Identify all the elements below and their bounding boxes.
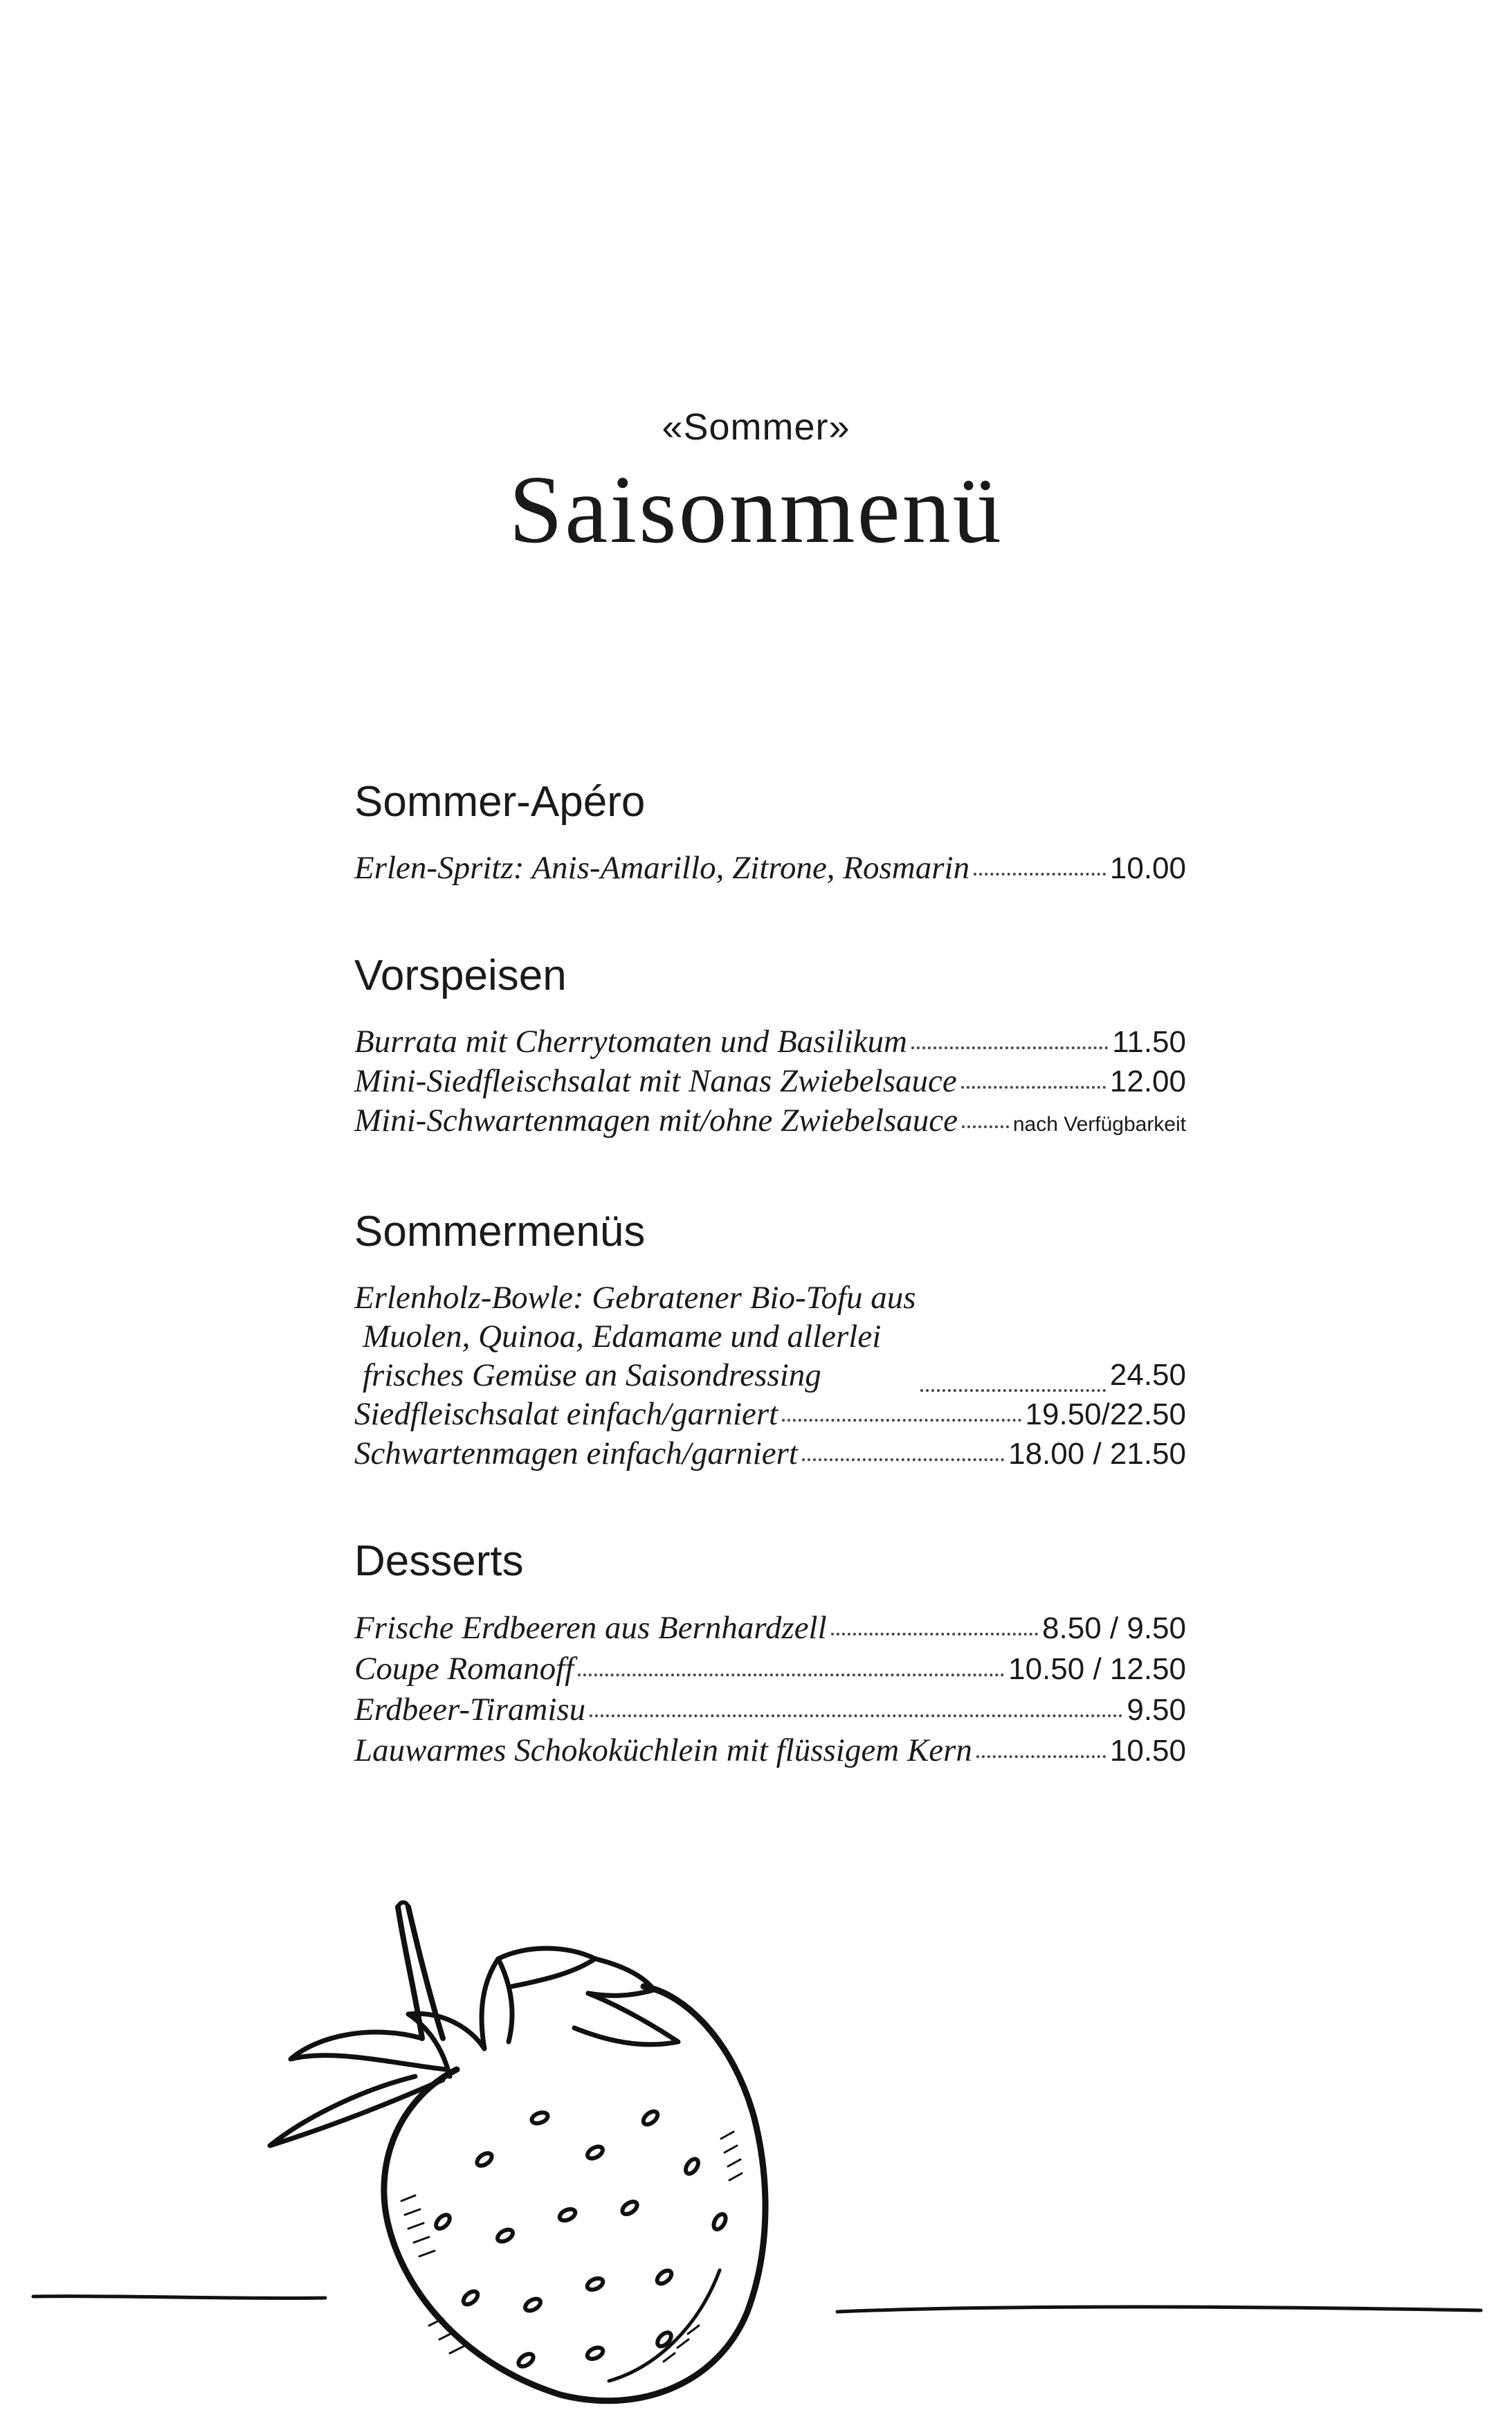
section-desserts — [354, 1537, 1186, 1771]
item-name: Schwartenmagen einfach/garniert — [354, 1435, 798, 1471]
menu-item — [354, 1101, 1186, 1144]
item-name — [354, 1278, 916, 1395]
item-price: 10.50 / 12.50 — [1008, 1652, 1186, 1686]
item-name: Erlen-Spritz: Anis-Amarillo, Zitrone, Rosmarin — [354, 850, 970, 886]
menu-item — [354, 1689, 1186, 1730]
item-price: nach Verfügbarkeit — [1012, 1113, 1186, 1136]
menu-item — [354, 849, 1186, 888]
dot-leader — [920, 1389, 1106, 1392]
item-price: 19.50/22.50 — [1025, 1397, 1186, 1431]
item-name: Mini-Schwartenmagen mit/ohne Zwiebelsauce — [354, 1103, 958, 1139]
item-price: 12.00 — [1109, 1064, 1186, 1098]
dot-leader — [976, 1755, 1106, 1758]
menu-item — [354, 1649, 1186, 1689]
item-name-line: Erlenholz-Bowle: Gebratener Bio-Tofu aus — [354, 1280, 916, 1316]
item-price: 9.50 — [1127, 1693, 1186, 1727]
dot-leader — [782, 1419, 1021, 1422]
item-price: 11.50 — [1112, 1025, 1186, 1059]
dot-leader — [590, 1714, 1122, 1717]
strawberry-icon — [0, 1869, 1512, 2428]
menu-subtitle: «Sommer» — [662, 406, 850, 448]
section-title: Desserts — [354, 1537, 524, 1585]
menu-title: Saisonmenü — [509, 456, 1003, 563]
section-title: Sommer-Apéro — [354, 778, 646, 826]
menu-item — [354, 1278, 1186, 1395]
section-title: Sommermenüs — [354, 1208, 646, 1256]
dot-leader — [831, 1633, 1038, 1636]
menu-item — [354, 1022, 1186, 1062]
item-name-line: Muolen, Quinoa, Edamame und allerlei — [363, 1319, 882, 1355]
item-name: Mini-Siedfleischsalat mit Nanas Zwiebelsauce — [354, 1063, 957, 1099]
menu-item — [354, 1062, 1186, 1101]
menu-item — [354, 1608, 1186, 1649]
dot-leader — [961, 1086, 1106, 1089]
menu-item — [354, 1434, 1186, 1474]
item-price: 24.50 — [1109, 1358, 1186, 1392]
section-vorspeisen — [354, 954, 1186, 1144]
item-name: Coupe Romanoff — [354, 1651, 574, 1687]
menu-item — [354, 1730, 1186, 1771]
item-name: Siedfleischsalat einfach/garniert — [354, 1396, 778, 1432]
menu-item — [354, 1395, 1186, 1434]
item-price: 8.50 / 9.50 — [1042, 1611, 1186, 1645]
item-price: 10.50 — [1109, 1734, 1186, 1768]
menu-list — [354, 778, 1186, 1838]
item-name-line: frisches Gemüse an Saisondressing — [363, 1357, 821, 1393]
dot-leader — [802, 1458, 1004, 1461]
dot-leader — [974, 873, 1106, 876]
item-name: Lauwarmes Schokoküchlein mit flüssigem Kern — [354, 1732, 972, 1768]
item-name: Burrata mit Cherrytomaten und Basilikum — [354, 1024, 907, 1060]
dot-leader — [578, 1674, 1004, 1676]
dot-leader — [911, 1047, 1108, 1049]
section-title: Vorspeisen — [354, 952, 567, 999]
section-apero — [354, 778, 1186, 888]
item-name: Frische Erdbeeren aus Bernhardzell — [354, 1610, 827, 1646]
section-sommermenues — [354, 1208, 1186, 1474]
dot-leader — [962, 1125, 1009, 1128]
item-price: 18.00 / 21.50 — [1008, 1437, 1186, 1471]
item-price: 10.00 — [1109, 851, 1186, 885]
item-name: Erdbeer-Tiramisu — [354, 1692, 586, 1728]
